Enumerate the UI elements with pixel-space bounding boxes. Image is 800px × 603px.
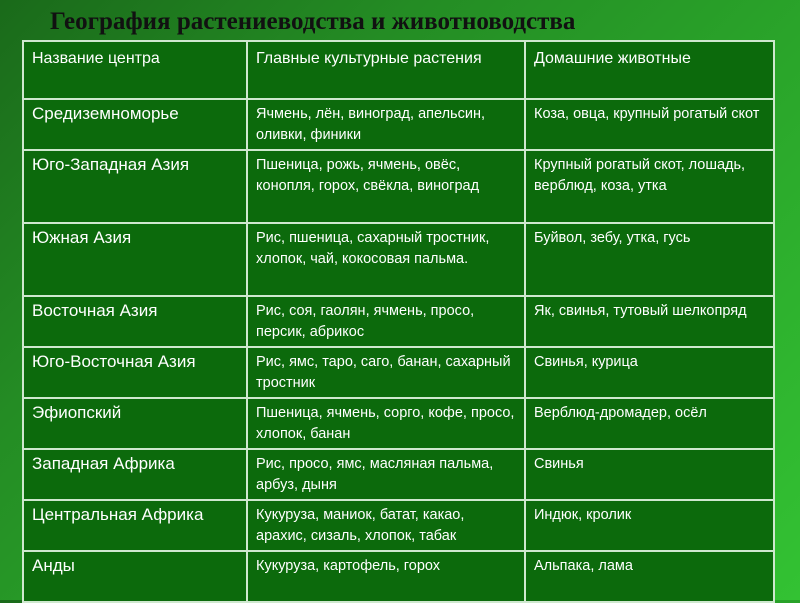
header-center-name: Название центра xyxy=(23,41,247,99)
page-title: География растениеводства и животноводства xyxy=(50,8,576,35)
table-row xyxy=(23,398,774,449)
center-name-cell: Юго-Западная Азия xyxy=(23,150,247,223)
crops-cell: Пшеница, рожь, ячмень, овёс, конопля, горох, свёкла, виноград xyxy=(247,150,525,223)
animals-cell: Верблюд-дромадер, осёл xyxy=(525,398,774,449)
center-name-cell: Средиземноморье xyxy=(23,99,247,150)
animals-cell: Коза, овца, крупный рогатый скот xyxy=(525,99,774,150)
crops-cell: Пшеница, ячмень, сорго, кофе, просо, хлопок, банан xyxy=(247,398,525,449)
center-name-cell: Юго-Восточная Азия xyxy=(23,347,247,398)
center-name-cell: Западная Африка xyxy=(23,449,247,500)
crops-cell: Ячмень, лён, виноград, апельсин, оливки, финики xyxy=(247,99,525,150)
header-main-crops: Главные культурные растения xyxy=(247,41,525,99)
crop-livestock-table xyxy=(22,40,775,603)
table-row xyxy=(23,449,774,500)
table-row xyxy=(23,551,774,602)
table-header-row xyxy=(23,41,774,99)
crops-cell: Рис, ямс, таро, саго, банан, сахарный тростник xyxy=(247,347,525,398)
table-row xyxy=(23,500,774,551)
table-row xyxy=(23,296,774,347)
animals-cell: Як, свинья, тутовый шелкопряд xyxy=(525,296,774,347)
table-row xyxy=(23,347,774,398)
center-name-cell: Центральная Африка xyxy=(23,500,247,551)
center-name-cell: Южная Азия xyxy=(23,223,247,296)
animals-cell: Индюк, кролик xyxy=(525,500,774,551)
animals-cell: Буйвол, зебу, утка, гусь xyxy=(525,223,774,296)
crops-cell: Кукуруза, картофель, горох xyxy=(247,551,525,602)
crops-cell: Рис, пшеница, сахарный тростник, хлопок, чай, кокосовая пальма. xyxy=(247,223,525,296)
animals-cell: Альпака, лама xyxy=(525,551,774,602)
center-name-cell: Анды xyxy=(23,551,247,602)
center-name-cell: Восточная Азия xyxy=(23,296,247,347)
table-row xyxy=(23,99,774,150)
crops-cell: Кукуруза, маниок, батат, какао, арахис, сизаль, хлопок, табак xyxy=(247,500,525,551)
crops-cell: Рис, просо, ямс, масляная пальма, арбуз, дыня xyxy=(247,449,525,500)
animals-cell: Свинья xyxy=(525,449,774,500)
header-domestic-animals: Домашние животные xyxy=(525,41,774,99)
center-name-cell: Эфиопский xyxy=(23,398,247,449)
animals-cell: Крупный рогатый скот, лошадь, верблюд, коза, утка xyxy=(525,150,774,223)
table-row xyxy=(23,223,774,296)
animals-cell: Свинья, курица xyxy=(525,347,774,398)
crops-cell: Рис, соя, гаолян, ячмень, просо, персик, абрикос xyxy=(247,296,525,347)
table-row xyxy=(23,150,774,223)
